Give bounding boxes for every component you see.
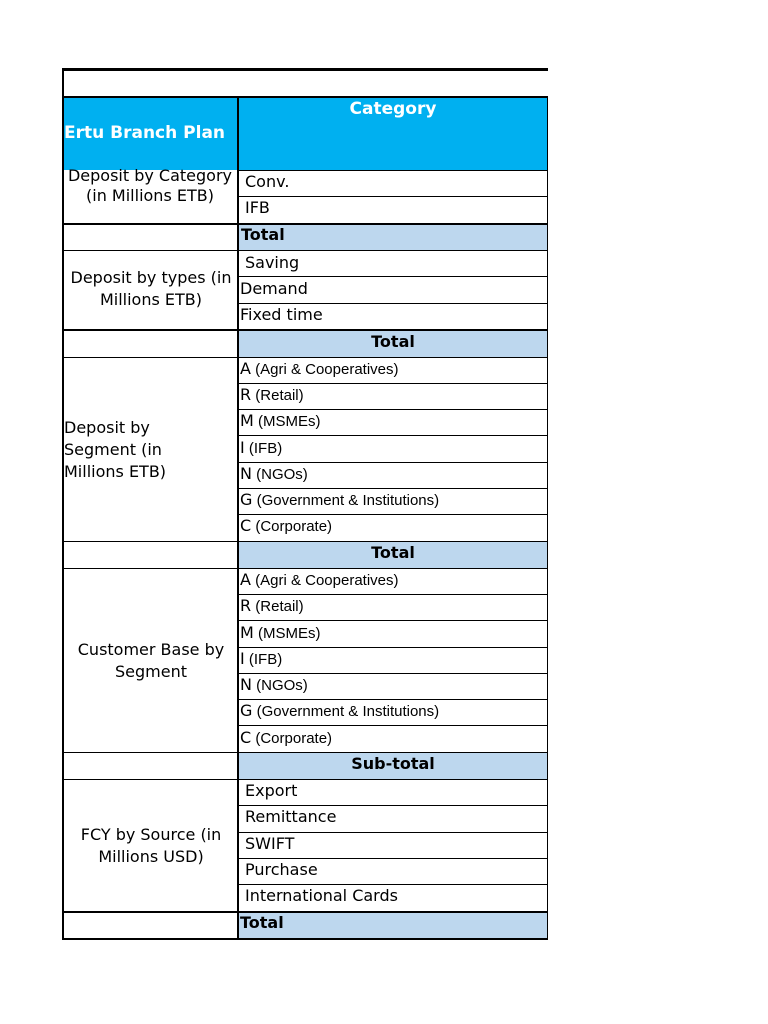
border-h [62,911,548,913]
border-h [238,805,548,806]
subtotal-label: Sub-total [351,754,435,773]
row-demand: Demand [240,279,308,298]
border-h [62,329,548,331]
row-remittance: Remittance [245,807,337,826]
row-purchase: Purchase [245,860,318,879]
border-h [238,303,548,304]
border-h [62,568,548,569]
total-label: Total [240,913,284,932]
group-label-deposit-segment: Deposit by Segment (in Millions ETB) [64,418,167,481]
segment-row: I (IFB) [240,649,283,668]
border-h [238,725,548,726]
segment-row: M (MSMEs) [240,411,321,430]
border-h [238,435,548,436]
header-category-cell: Category [349,99,437,119]
border-h [238,196,548,197]
border-h [62,779,548,780]
segment-row: A (Agri & Cooperatives) [240,570,399,589]
border-h [238,673,548,674]
row-conv: Conv. [245,172,290,191]
border-h [62,223,548,225]
border-h [62,96,548,98]
border-h [238,858,548,859]
border-h [238,170,548,171]
border-top [62,68,548,71]
border-h [238,409,548,410]
border-h [238,462,548,463]
border-h [238,276,548,277]
border-h [238,699,548,700]
total-row-fill [238,912,548,939]
row-saving: Saving [245,253,300,272]
segment-row: N (NGOs) [240,464,308,483]
row-ifb: IFB [245,198,270,217]
border-left [62,68,64,940]
border-h [62,541,548,542]
group-label-deposit-category: Deposit by Category (in Millions ETB) [67,166,233,205]
segment-row: A (Agri & Cooperatives) [240,359,399,378]
segment-row: C (Corporate) [240,516,333,535]
total-label: Total [371,543,415,562]
header-title-cell: Ertu Branch Plan [64,123,226,143]
border-h [238,383,548,384]
border-h [238,514,548,515]
border-h [62,250,548,251]
segment-row: I (IFB) [240,438,283,457]
segment-row: G (Government & Institutions) [240,701,440,720]
border-h [62,357,548,358]
row-international-cards: International Cards [245,886,398,905]
group-label-deposit-types: Deposit by types (in Millions ETB) [70,268,232,309]
row-fixed-time: Fixed time [240,305,323,324]
group-label-customer-base: Customer Base by Segment [77,640,225,681]
segment-row: N (NGOs) [240,675,308,694]
border-h [238,594,548,595]
group-label-fcy-source: FCY by Source (in Millions USD) [80,825,222,866]
segment-row: R (Retail) [240,596,304,615]
segment-row: C (Corporate) [240,728,333,747]
segment-row: M (MSMEs) [240,623,321,642]
border-h [238,620,548,621]
total-label: Total [241,225,285,244]
row-export: Export [245,781,298,800]
total-label: Total [371,332,415,351]
spreadsheet-table [62,68,548,940]
border-h [238,647,548,648]
border-h [62,752,548,753]
border-h [238,884,548,885]
segment-row: R (Retail) [240,385,304,404]
border-bottom [62,938,548,940]
border-h [238,488,548,489]
border-h [238,832,548,833]
row-swift: SWIFT [245,834,295,853]
segment-row: G (Government & Institutions) [240,490,440,509]
